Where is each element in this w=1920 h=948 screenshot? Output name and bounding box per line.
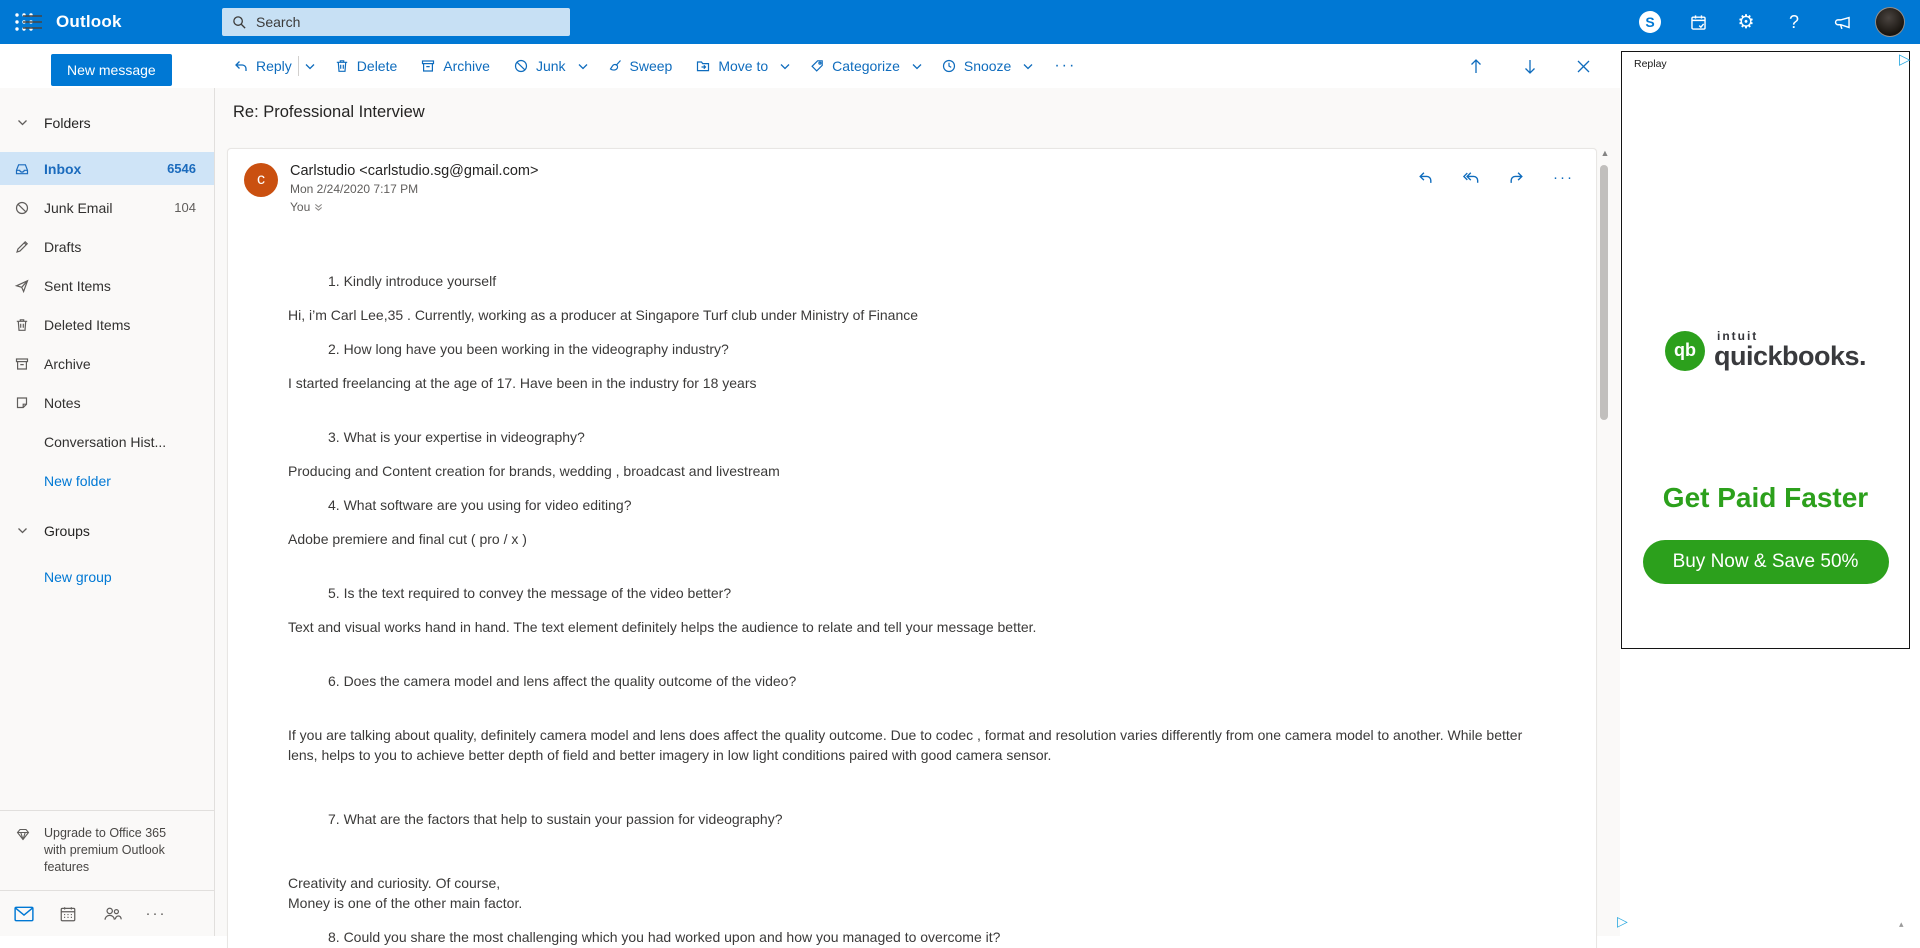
module-switcher (0, 890, 214, 936)
inbox-icon (14, 161, 30, 177)
categorize-label: Categorize (832, 58, 900, 74)
snooze-icon (941, 58, 957, 74)
my-day-button[interactable] (1674, 0, 1722, 44)
junk-email-icon (14, 200, 30, 216)
delete-button[interactable] (328, 53, 403, 79)
email-body-paragraph: Creativity and curiosity. Of course, (288, 875, 501, 891)
move-to-button[interactable] (689, 53, 774, 79)
email-body-paragraph: Text and visual works hand in hand. The text element definitely helps the audience to relate and tell your message better. (288, 619, 1037, 635)
sent-items-icon (14, 278, 30, 294)
reply-label: Reply (256, 58, 292, 74)
scrollbar-thumb[interactable] (1600, 165, 1608, 420)
reply-all-icon (1462, 169, 1480, 186)
categorize-icon (809, 58, 825, 74)
message-header (228, 149, 1596, 214)
sidebar-item-drafts[interactable]: Drafts (0, 230, 214, 263)
previous-message-button[interactable] (1462, 54, 1490, 79)
email-body-paragraph: 4. What software are you using for video editing? (328, 497, 632, 513)
junk-label: Junk (535, 58, 566, 74)
reply-message-button[interactable] (1415, 167, 1436, 188)
drafts-pencil-icon (14, 239, 30, 255)
folder-sidebar (0, 88, 215, 936)
user-avatar (1875, 7, 1905, 37)
sender-avatar[interactable]: c (244, 163, 278, 197)
mail-icon (14, 906, 34, 922)
search-input[interactable] (256, 14, 536, 30)
email-body-paragraph: Money is one of the other main factor. (288, 895, 523, 911)
sidebar-item-notes[interactable]: Notes (0, 386, 214, 419)
chevron-down-icon (578, 63, 588, 70)
help-icon: ? (1788, 11, 1799, 32)
sweep-button[interactable] (601, 53, 679, 79)
deleted-items-icon (14, 317, 30, 333)
chevron-down-icon (780, 63, 790, 70)
upgrade-banner[interactable] (0, 810, 214, 890)
junk-icon (513, 58, 529, 74)
email-body-paragraph: 7. What are the factors that help to sustain your passion for videography? (328, 811, 783, 827)
reply-icon (1417, 169, 1434, 186)
outlook-logo: Outlook (56, 12, 122, 31)
reading-pane-scrollbar[interactable] (1598, 148, 1612, 936)
close-icon (1576, 59, 1591, 74)
email-body-paragraph: 8. Could you share the most challenging which you had worked upon and how you managed to overcome it? (328, 929, 1001, 945)
notes-icon (14, 395, 30, 411)
to-label: You (290, 200, 311, 214)
chevron-down-icon (1023, 63, 1033, 70)
categorize-dropdown-button[interactable] (908, 58, 926, 75)
move-to-dropdown-button[interactable] (776, 58, 794, 75)
chevron-down-icon (14, 527, 30, 534)
message-card (227, 148, 1597, 948)
email-body-paragraph: 1. Kindly introduce yourself (328, 273, 497, 289)
archive-icon (420, 58, 436, 74)
email-body-paragraph: 6. Does the camera model and lens affect the quality outcome of the video? (328, 673, 797, 689)
message-navigation (1462, 44, 1597, 88)
quickbooks-logo (1622, 329, 1909, 372)
message-toolbar (227, 44, 1084, 88)
quickbooks-wordmark: quickbooks. (1713, 341, 1867, 371)
archive-label: Archive (443, 58, 490, 74)
search-box[interactable] (222, 8, 570, 36)
whats-new-button[interactable] (1818, 0, 1866, 44)
snooze-dropdown-button[interactable] (1019, 58, 1037, 75)
reply-button[interactable] (227, 53, 298, 79)
email-body-paragraph: 5. Is the text required to convey the message of the video better? (328, 585, 732, 601)
email-body-paragraph: I started freelancing at the age of 17. Have been in the industry for 18 years (288, 375, 757, 391)
groups-section-header[interactable]: Groups (0, 514, 214, 547)
down-arrow-icon (1522, 58, 1538, 75)
move-to-icon (695, 58, 711, 74)
message-more-button[interactable]: ··· (1553, 169, 1574, 186)
sidebar-bottom (0, 810, 214, 936)
sender-name-email[interactable]: Carlstudio <carlstudio.sg@gmail.com> (290, 163, 539, 179)
quickbooks-circle-icon: qb (1665, 331, 1705, 371)
up-arrow-icon (1468, 58, 1484, 75)
sidebar-item-archive[interactable]: Archive (0, 347, 214, 380)
snooze-button[interactable] (935, 53, 1017, 79)
folders-section-header[interactable]: Folders (0, 106, 214, 139)
move-to-label: Move to (718, 58, 769, 74)
sidebar-item-sent-items[interactable]: Sent Items (0, 269, 214, 302)
account-button[interactable] (1866, 0, 1914, 44)
next-message-button[interactable] (1516, 54, 1544, 79)
forward-icon (1508, 169, 1525, 186)
email-body-paragraph: 3. What is your expertise in videography? (328, 429, 585, 445)
topbar-icons (1626, 0, 1914, 44)
archive-button[interactable] (414, 53, 496, 79)
chevron-down-icon (14, 119, 30, 126)
email-body-paragraph: 2. How long have you been working in the videography industry? (328, 341, 729, 357)
search-icon (232, 15, 247, 30)
scroll-up-arrow-icon[interactable]: ▲ (1600, 148, 1610, 158)
settings-button[interactable] (1722, 0, 1770, 44)
ad-headline: Get Paid Faster (1662, 482, 1869, 513)
categorize-button[interactable] (803, 53, 906, 79)
toolbar-more-button[interactable]: ··· (1054, 57, 1077, 74)
unread-count: 6546 (167, 161, 196, 176)
reply-dropdown-button[interactable] (301, 58, 319, 75)
sweep-label: Sweep (629, 58, 673, 74)
email-subject: Re: Professional Interview (233, 103, 425, 121)
new-message-button[interactable]: New message (51, 54, 172, 86)
email-body-paragraph: Producing and Content creation for brands, wedding , broadcast and livestream (288, 463, 780, 479)
sidebar-item-conversation-history[interactable]: Conversation Hist... (44, 433, 167, 450)
calendar-check-icon (1689, 13, 1708, 32)
more-modules-button[interactable]: ··· (145, 905, 167, 922)
sweep-icon (607, 58, 623, 74)
junk-button[interactable] (507, 53, 572, 79)
people-module-button[interactable] (100, 898, 124, 930)
delete-icon (334, 58, 350, 74)
email-body (228, 271, 1596, 947)
chevron-down-icon (305, 63, 315, 70)
hamburger-menu-icon (23, 15, 42, 29)
gear-icon: ⚙ (1737, 11, 1755, 33)
scroll-up-arrow-icon: ▴ (1899, 919, 1904, 929)
help-button[interactable] (1770, 0, 1818, 44)
message-actions (1415, 167, 1576, 188)
message-date: Mon 2/24/2020 7:17 PM (290, 182, 419, 196)
people-icon (103, 905, 122, 922)
skype-icon: S (1639, 11, 1661, 33)
top-app-bar (0, 0, 1920, 44)
forward-button[interactable] (1506, 167, 1527, 188)
toolbar-divider (298, 56, 299, 76)
adchoices-icon[interactable]: ▷ (1899, 51, 1911, 68)
calendar-module-button[interactable] (56, 898, 80, 930)
unread-count: 104 (174, 200, 196, 215)
calendar-icon (59, 905, 77, 923)
sidebar-item-junk-email[interactable]: Junk Email 104 (0, 191, 214, 224)
chevron-down-icon (912, 63, 922, 70)
sidebar-item-inbox[interactable]: Inbox 6546 (0, 152, 214, 185)
adchoices-icon[interactable]: ▷ (1617, 913, 1628, 929)
mail-module-button[interactable] (12, 898, 36, 930)
close-reading-pane-button[interactable] (1570, 55, 1597, 78)
expand-recipients-icon (314, 203, 323, 212)
upgrade-text: Upgrade to Office 365 with premium Outlook features (44, 826, 167, 875)
megaphone-icon (1833, 13, 1852, 32)
ad-cta-button[interactable]: Buy Now & Save 50% (1643, 540, 1889, 584)
collapse-sidebar-button[interactable] (10, 0, 54, 44)
email-body-paragraph: Adobe premiere and final cut ( pro / x ) (288, 531, 527, 547)
reading-pane (215, 88, 1620, 945)
snooze-label: Snooze (963, 58, 1012, 74)
ad-panel[interactable] (1621, 51, 1910, 649)
email-body-paragraph: Hi, i’m Carl Lee,35 . Currently, working as a producer at Singapore Turf club under Ministry of Finance (288, 307, 919, 323)
recipients-line[interactable] (290, 200, 538, 214)
sidebar-item-deleted-items[interactable]: Deleted Items (0, 308, 214, 341)
junk-dropdown-button[interactable] (574, 58, 592, 75)
intuit-wordmark: intuit (1716, 329, 1759, 343)
reply-all-button[interactable] (1460, 167, 1482, 188)
archive-folder-icon (14, 356, 30, 372)
reply-icon (233, 58, 249, 74)
premium-diamond-icon (15, 826, 31, 876)
delete-label: Delete (356, 58, 398, 74)
skype-button[interactable] (1626, 0, 1674, 44)
new-folder-link[interactable]: New folder (44, 472, 111, 489)
email-body-paragraph: If you are talking about quality, definitely camera model and lens does affect the quality outcome. Due to codec , format and resolution varies differently from one camera model to another. While better lens, helps to you to achieve better depth of field and better imagery in low light conditions paired with good camera sensor. (288, 727, 1523, 763)
ad-replay-label[interactable]: Replay (1634, 58, 1667, 70)
new-group-link[interactable]: New group (44, 568, 112, 585)
